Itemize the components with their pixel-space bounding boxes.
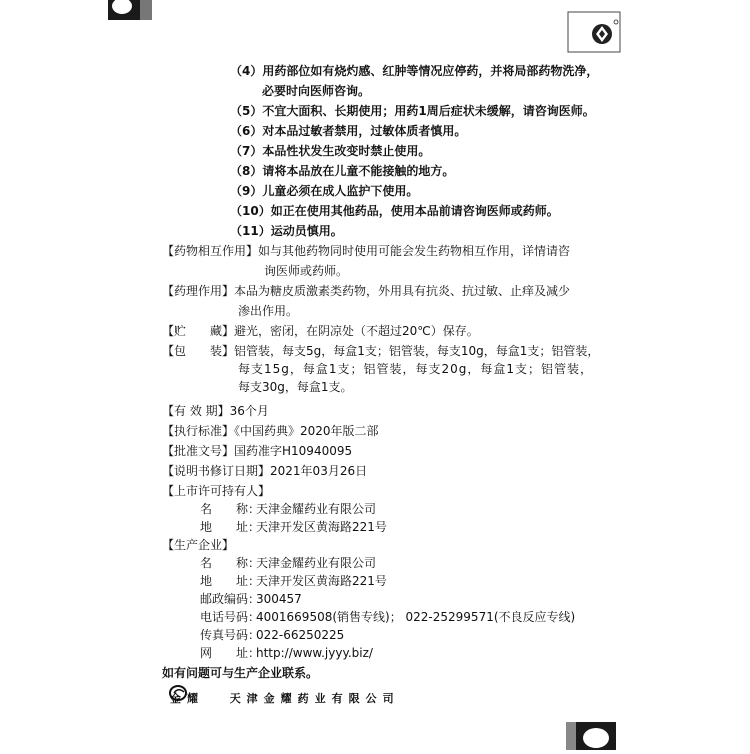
section-label: 【有 效 期】 xyxy=(162,404,230,418)
maker-website: 网 址：http://www.jyyy.biz/ xyxy=(200,646,373,660)
section-text: 《中国药典》2020年版二部 xyxy=(234,424,379,438)
section-label: 【药物相互作用】 xyxy=(162,244,259,258)
holder-address: 地 址：天津开发区黄海路221号 xyxy=(200,520,387,534)
registration-mark-icon xyxy=(108,0,152,20)
list-item: （8）请将本品放在儿童不能接触的地方。 xyxy=(230,164,455,178)
pharmacology-section-cont: 渗出作用。 xyxy=(238,304,299,318)
revision-section xyxy=(162,464,367,478)
company-name: 天津金耀药业有限公司 xyxy=(229,692,400,705)
section-text: 本品为糖皮质激素类药物，外用具有抗炎、抗过敏、止痒及减少 xyxy=(234,284,571,298)
list-item: （6）对本品过敏者禁用，过敏体质者慎用。 xyxy=(230,124,467,138)
list-item: （4）用药部位如有烧灼感、红肿等情况应停药，并将局部药物洗净， xyxy=(230,64,599,78)
list-item: （5）不宜大面积、长期使用；用药1周后症状未缓解，请咨询医师。 xyxy=(230,104,595,118)
list-item: （7）本品性状发生改变时禁止使用。 xyxy=(230,144,431,158)
company-brand xyxy=(170,692,400,706)
maker-postcode: 邮政编码：300457 xyxy=(200,592,302,606)
section-text: 2021年03月26日 xyxy=(270,464,368,478)
section-label: 【药理作用】 xyxy=(162,284,235,298)
section-label: 【包 装】 xyxy=(162,344,235,358)
section-label: 【批准文号】 xyxy=(162,444,235,458)
section-label: 【说明书修订日期】 xyxy=(162,464,271,478)
pharmacology-section xyxy=(162,284,570,298)
section-text: 36个月 xyxy=(229,404,269,418)
maker-phone: 电话号码：4001669508(销售专线)； 022-25299571(不良反应专线) xyxy=(200,610,576,624)
section-text: 国药准字H10940095 xyxy=(234,444,353,458)
package-section-cont: 每支30g，每盒1支。 xyxy=(238,380,353,394)
validity-section xyxy=(162,404,269,418)
registration-mark-icon xyxy=(566,722,616,750)
section-text: 铝管装，每支5g，每盒1支；铝管装，每支10g，每盒1支；铝管装， xyxy=(234,344,600,358)
interaction-section xyxy=(162,244,570,258)
section-label: 【贮 藏】 xyxy=(162,324,235,338)
section-text: 如与其他药物同时使用可能会发生药物相互作用，详情请咨 xyxy=(258,244,571,258)
section-text: 避光，密闭，在阴凉处（不超过20℃）保存。 xyxy=(234,324,479,338)
brand-seal-icon xyxy=(566,8,622,54)
section-label: 【执行标准】 xyxy=(162,424,235,438)
maker-address: 地 址：天津开发区黄海路221号 xyxy=(200,574,387,588)
brand-name: 金耀 xyxy=(170,692,204,705)
interaction-section-cont: 询医师或药师。 xyxy=(264,264,349,278)
holder-section-label: 【上市许可持有人】 xyxy=(162,484,271,498)
maker-section-label: 【生产企业】 xyxy=(162,538,235,552)
standard-section xyxy=(162,424,379,438)
list-item: （10）如正在使用其他药品，使用本品前请咨询医师或药师。 xyxy=(230,204,559,218)
approval-section xyxy=(162,444,352,458)
package-section-cont: 每支15g，每盒1支；铝管装，每支20g，每盒1支；铝管装， xyxy=(238,362,594,376)
maker-fax: 传真号码：022-66250225 xyxy=(200,628,345,642)
contact-note: 如有问题可与生产企业联系。 xyxy=(162,666,319,680)
maker-name: 名 称：天津金耀药业有限公司 xyxy=(200,556,377,570)
list-item: 必要时向医师咨询。 xyxy=(262,84,371,98)
list-item: （11）运动员慎用。 xyxy=(230,224,343,238)
holder-name: 名 称：天津金耀药业有限公司 xyxy=(200,502,377,516)
list-item: （9）儿童必须在成人监护下使用。 xyxy=(230,184,419,198)
package-section xyxy=(162,344,599,358)
storage-section xyxy=(162,324,479,338)
